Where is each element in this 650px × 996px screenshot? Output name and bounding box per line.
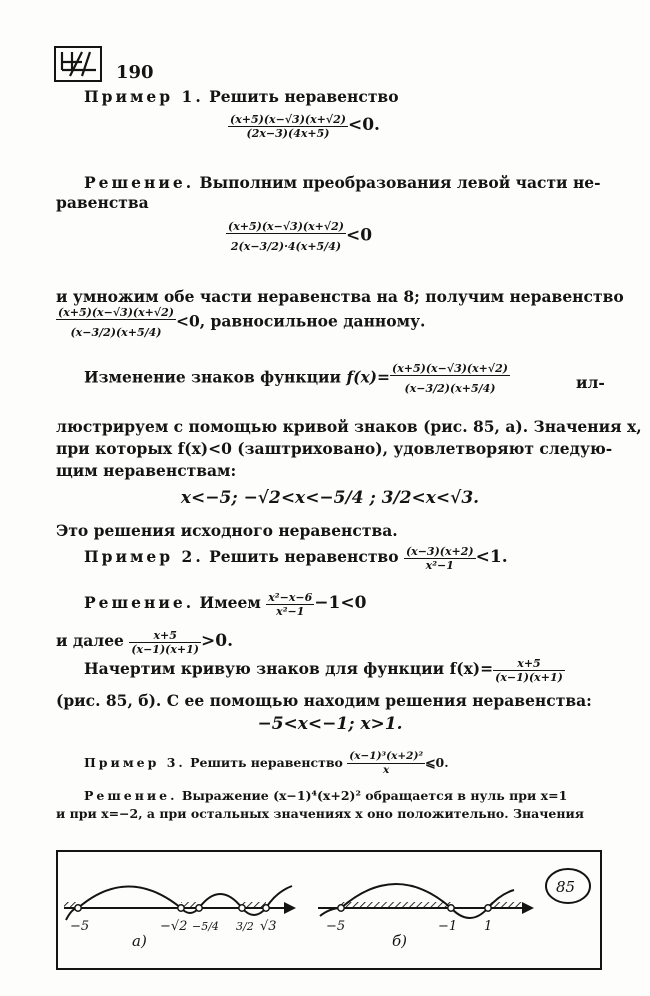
ex1-multiply-line: и умножим обе части неравенства на 8; получим неравенство bbox=[56, 287, 624, 306]
ex1-fn-num: (x+5)(x−√3)(x+√2) bbox=[392, 362, 508, 375]
ex1-ineq-num: (x+5)(x−√3)(x+√2) bbox=[230, 112, 346, 126]
figure-85 bbox=[56, 850, 602, 970]
ex3-sol-label: Решение. bbox=[84, 788, 178, 803]
ex2-f3-den: (x−1)(x+1) bbox=[495, 670, 563, 684]
ex2-ineq-den: x²−1 bbox=[425, 558, 454, 572]
ex1-inequality bbox=[228, 112, 380, 140]
ex3-solution-line1 bbox=[84, 786, 567, 806]
ex1-equivalent bbox=[56, 306, 425, 339]
ex1-task: Решить неравенство bbox=[209, 87, 399, 106]
ex1-ineq-rhs: <0. bbox=[347, 115, 380, 135]
ex2-f2-den: (x−1)(x+1) bbox=[131, 642, 200, 656]
ex2-f2-num: x+5 bbox=[129, 629, 201, 643]
page-number: 190 bbox=[116, 62, 154, 83]
ex1-tr-den: 2(x−3/2)·4(x+5/4) bbox=[230, 240, 342, 253]
label-a: а) bbox=[132, 932, 147, 950]
ex1-tr-rhs: <0 bbox=[345, 225, 373, 246]
ex3-sol-text: Выражение (x−1)⁴(x+2)² обращается в нуль при x=1 bbox=[181, 788, 568, 803]
ex3-title: Пример 3. bbox=[84, 755, 186, 770]
ex2-ineq-num: (x−3)(x+2) bbox=[405, 544, 474, 558]
tick-a-1: −√2 bbox=[160, 919, 188, 934]
ex1-eq-den: (x−3/2)(x+5/4) bbox=[70, 326, 162, 339]
ex3-ineq-rhs: ⩽0. bbox=[425, 755, 449, 770]
ex2-ineq-rhs: <1. bbox=[475, 547, 508, 567]
publisher-logo bbox=[54, 46, 102, 82]
tick-b-1: −1 bbox=[438, 919, 458, 934]
ex2-draw-line bbox=[84, 656, 565, 684]
ex1-change-line bbox=[84, 362, 510, 395]
ex1-line-d: щим неравенствам: bbox=[56, 461, 237, 480]
ex2-sol-label: Решение. bbox=[84, 593, 195, 612]
ex3-ineq-den: x bbox=[383, 764, 390, 776]
ex2-title: Пример 2. bbox=[84, 547, 204, 566]
logo-icon bbox=[56, 48, 100, 80]
tick-b-0: −5 bbox=[326, 919, 346, 934]
ex1-sol-text: Выполним преобразования левой части не- bbox=[199, 173, 601, 192]
ex1-change-b: ил- bbox=[576, 373, 605, 392]
ex2-solution-line bbox=[84, 590, 366, 618]
label-b: б) bbox=[392, 932, 408, 950]
ex1-title: Пример 1. bbox=[84, 87, 204, 106]
ex1-sol-label: Решение. bbox=[84, 173, 195, 192]
ex1-answer: x<−5; −√2<x<−5/4 ; 3/2<x<√3. bbox=[180, 488, 480, 508]
ex3-heading bbox=[84, 750, 449, 777]
ex2-task: Решить неравенство bbox=[209, 547, 399, 566]
ex1-tr-num: (x+5)(x−√3)(x+√2) bbox=[228, 220, 344, 233]
tick-a-0: −5 bbox=[70, 919, 90, 934]
ex1-fn-den: (x−3/2)(x+5/4) bbox=[404, 382, 496, 395]
ex1-solution-line2: равенства bbox=[56, 193, 149, 212]
ex2-f1-den: x²−1 bbox=[276, 604, 305, 618]
axis-arrow-a bbox=[284, 902, 296, 914]
ex2-fig-line: (рис. 85, б). С ее помощью находим решения неравенства: bbox=[56, 691, 592, 710]
tick-a-3: 3/2 bbox=[236, 920, 254, 933]
ex1-heading bbox=[84, 84, 399, 109]
ex1-line-b: люстрируем с помощью кривой знаков (рис. 85, а). Значения x, bbox=[56, 417, 642, 436]
ex1-eq-num: (x+5)(x−√3)(x+√2) bbox=[58, 306, 174, 319]
sign-curve-b bbox=[318, 884, 534, 918]
ex2-f1-num: x²−x−6 bbox=[268, 590, 313, 604]
ex1-transformed bbox=[226, 220, 372, 253]
ex1-change-f: f(x)= bbox=[346, 367, 391, 387]
sign-curve-a bbox=[64, 886, 296, 920]
ex3-ineq-num: (x−1)³(x+2)² bbox=[349, 750, 424, 762]
ex3-task: Решить неравенство bbox=[190, 755, 343, 770]
tick-a-2: −5/4 bbox=[192, 920, 219, 933]
ex1-conclusion: Это решения исходного неравенства. bbox=[56, 521, 398, 540]
ex2-heading bbox=[84, 544, 508, 572]
figure-number: 85 bbox=[556, 878, 576, 896]
ex3-solution-line2: и при x=−2, а при остальных значениях x оно положительно. Значения bbox=[56, 806, 584, 821]
ex2-sol-a: Имеем bbox=[199, 593, 261, 612]
ex2-answer: −5<x<−1; x>1. bbox=[257, 714, 403, 734]
ex2-draw-a: Начертим кривую знаков для функции f(x)= bbox=[84, 659, 494, 678]
ex1-ineq-den: (2x−3)(4x+5) bbox=[246, 126, 330, 140]
ex2-f2-rhs: >0. bbox=[201, 631, 234, 651]
ex2-f1-rhs: −1<0 bbox=[314, 593, 367, 613]
ex1-eq-rhs: <0, равносильное данному. bbox=[175, 311, 426, 331]
ex1-line-c: при которых f(x)<0 (заштриховано), удовлетворяют следую- bbox=[56, 439, 613, 458]
ex1-change-a: Изменение знаков функции bbox=[84, 367, 342, 387]
ex2-next-line bbox=[56, 628, 233, 656]
tick-a-4: √3 bbox=[260, 919, 277, 934]
ex1-solution-line1 bbox=[84, 170, 601, 195]
tick-b-2: 1 bbox=[484, 919, 493, 934]
figure-85-drawing bbox=[56, 850, 602, 970]
ex2-f3-num: x+5 bbox=[493, 657, 565, 671]
ex2-next-a: и далее bbox=[56, 631, 124, 650]
